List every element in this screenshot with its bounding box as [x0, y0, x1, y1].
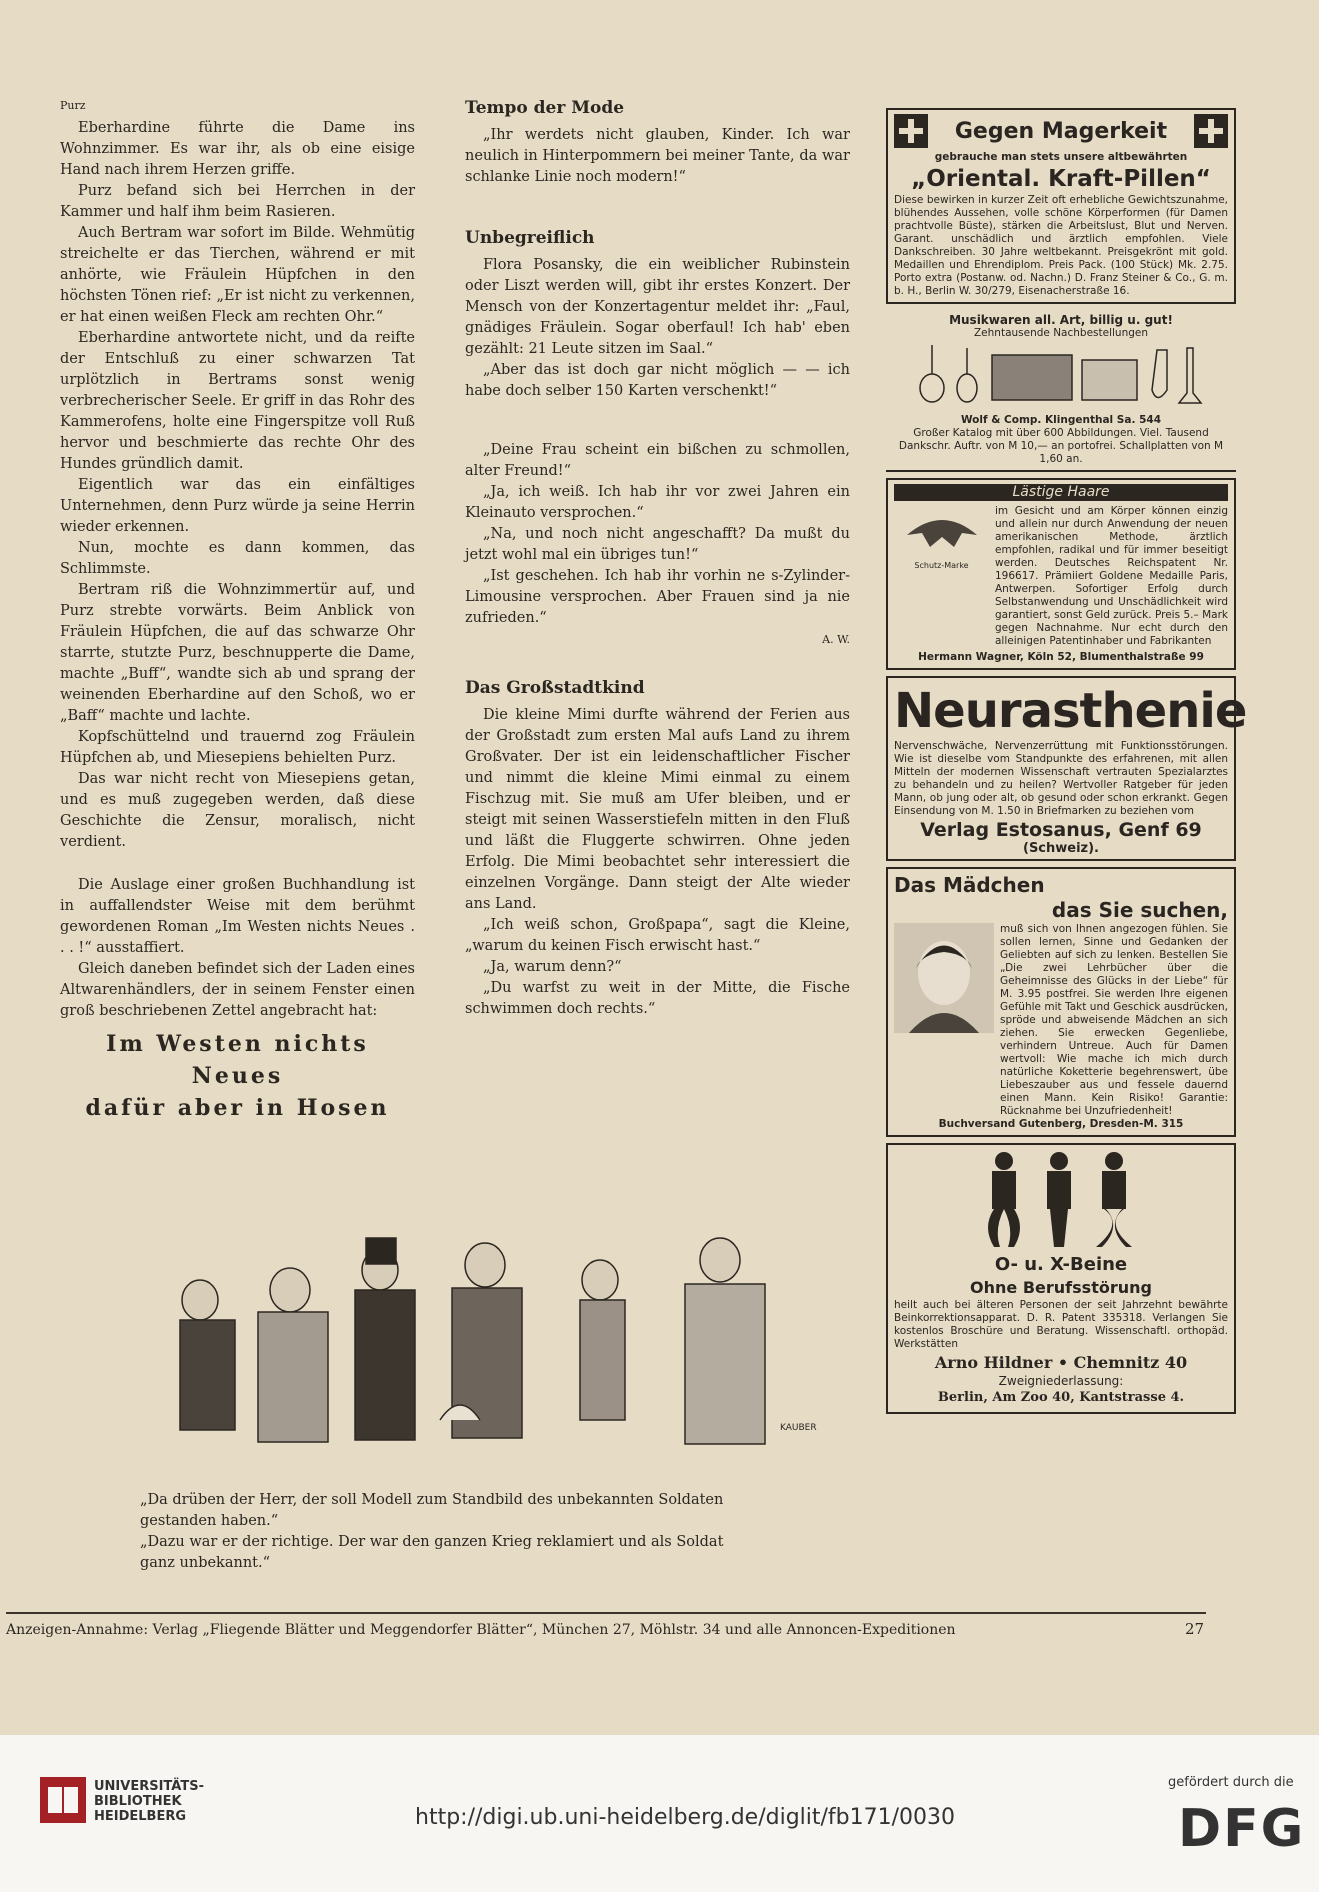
instruments-icon [892, 340, 1222, 410]
paragraph: „Ja, warum denn?“ [483, 959, 622, 975]
funding-label: gefördert durch die [1168, 1775, 1294, 1790]
ad-text: Diese bewirken in kurzer Zeit oft erhebliche Gewichtszunahme, blühendes Aussehen, volle schöne Körperformen (für Damen prachtvolle Büste), stärken die Arbeitslust, Blut und Nerven. Garant. unschädlich und ärztlich empfohlen. Viele Dankschreiben. 30 Jahre weltbekannt. Preisgekrönt mit gold. Medaillen und Ehrendiplom. Preis Pack. (100 Stück) Mk. 2.75. Porto extra (Postanw. od. Nachn.) D. Franz Steiner & Co., G. m. b. H., Berlin W. 30/279, Eisenacherstraße 16. [894, 194, 1228, 297]
ad-title: Lästige Haare [894, 484, 1228, 501]
ad-oriental-pills [886, 108, 1236, 304]
ad-text: heilt auch bei älteren Personen der seit Jahrzehnt bewährte Beinkorrektionsapparat. D. R. Patent 335318. Verlangen Sie kostenlos Broschüre und Beratung. Wissenschaftl. orthopäd. Werkstätten [894, 1299, 1228, 1350]
paragraph: Purz befand sich bei Herrchen in der Kammer und half ihm beim Rasieren. [60, 183, 415, 220]
ad-product: „Oriental. Kraft-Pillen“ [911, 166, 1211, 192]
ad-firm: Wolf & Comp. Klingenthal Sa. 544 [960, 414, 1162, 426]
ad-text: Nervenschwäche, Nervenzerrüttung mit Funktionsstörungen. Wie ist dieselbe vom Standpunkte des erfahrenen, mit allen Mitteln der modernen Wissenschaft vertrauten Spezialarztes zu behandeln und zu heilen? Wertvoller Ratgeber für jeden Mann, ob jung oder alt, ob gesund oder schon erkrankt. Gegen Einsendung von M. 1.50 in Briefmarken zu beziehen vom [894, 740, 1228, 817]
red-cross-icon [1194, 114, 1228, 148]
digitization-banner [0, 1735, 1319, 1892]
paragraph: Eberhardine führte die Dame ins Wohnzimmer. Es war ihr, als ob eine eisige Hand nach ihrem Herzen griffe. [60, 120, 415, 178]
source-url-link[interactable]: http://digi.ub.uni-heidelberg.de/diglit/fb171/0030 [415, 1805, 956, 1830]
paragraph: Die Auslage einer großen Buchhandlung ist in auffallendster Weise mit dem berühmt gewordenen Roman „Im Westen nichts Neues . . . !“ ausstaffiert. [60, 877, 415, 956]
ad-hair-removal [886, 478, 1236, 670]
cartoon-illustration [140, 1180, 840, 1480]
ad-firm: Arno Hildner • Chemnitz 40 [934, 1353, 1188, 1372]
left-column [60, 95, 415, 1124]
paragraph: Kopfschüttelnd und trauernd zog Fräulein Hüpfchen ab, und Miesepiens behielten Purz. [60, 729, 415, 766]
uni-name-line: UNIVERSITÄTS- [94, 1779, 204, 1794]
ad-firm: Verlag Estosanus, Genf 69 [920, 819, 1202, 841]
woman-portrait-icon [894, 923, 994, 1033]
ads-column [886, 108, 1247, 1420]
paragraph: Flora Posansky, die ein weiblicher Rubinstein oder Liszt werden will, gibt ihr erstes Konzert. Der Mensch von der Konzertagentur meldet ihr: „Faul, gnädiges Fräulein. Sogar oberfaul! Ich hab' eben gezählt: 21 Leute sitzen im Saal.“ [465, 257, 850, 357]
uni-name-line: BIBLIOTHEK [94, 1794, 182, 1809]
ad-subtitle: Ohne Berufsstörung [970, 1278, 1152, 1297]
poster-line-1: Im Westen nichts Neues [106, 1031, 369, 1089]
poster-line-2: dafür aber in Hosen [85, 1095, 390, 1121]
ad-firm: Buchversand Gutenberg, Dresden-M. 315 [938, 1118, 1184, 1130]
paragraph: Nun, mochte es dann kommen, das Schlimmste. [60, 540, 415, 577]
paragraph: Das war nicht recht von Miesepiens getan, und es muß zugegeben werden, daß diese Geschichte die Zensur, moralisch, nicht verdient. [60, 771, 415, 850]
ad-title: Musikwaren all. Art, billig u. gut! [949, 313, 1173, 327]
dfg-logo: DFG [1178, 1799, 1306, 1859]
paragraph: „Ihr werdets nicht glauben, Kinder. Ich war neulich in Hinterpommern bei meiner Tante, da war schlanke Linie noch modern!“ [465, 127, 850, 185]
section-title: Tempo der Mode [465, 98, 625, 118]
ad-firm-country: (Schweiz). [1023, 841, 1099, 856]
footer: Anzeigen-Annahme: Verlag „Fliegende Blätter und Meggendorfer Blätter“, München 27, Möhlstr. 34 und alle Annoncen-Expeditionen [6, 1612, 1206, 1638]
ad-text: Großer Katalog mit über 600 Abbildungen. Viel. Tausend Dankschr. Auftr. von M 10,— an portofrei. Schallplatten von M 1,60 an. [898, 427, 1224, 465]
ad-love-books [886, 867, 1236, 1137]
figures-icon [894, 1149, 1224, 1249]
cartoon-caption [140, 1490, 760, 1574]
trademark [894, 505, 989, 648]
ad-text: im Gesicht und am Körper können einzig und allein nur durch Anwendung der neuen amerikanischen Methode, ärztlich empfohlen, radikal und für immer beseitigt werden. Deutsches Reichspatent Nr. 196617. Prämiiert Goldene Medaille Paris, Antwerpen. Sofortiger Erfolg durch Selbstanwendung und Unschädlichkeit wird garantiert, sonst Geld zurück. Preis 5.– Mark gegen Nachnahme. Nur echt durch den alleinigen Patentinhaber und Fabrikanten [995, 505, 1228, 647]
paragraph: Gleich daneben befindet sich der Laden eines Altwarenhändlers, der in seinem Fenster einen groß beschriebenen Zettel angebracht hat: [60, 961, 415, 1019]
middle-column [465, 98, 850, 1020]
section-title: Das Großstadtkind [465, 678, 645, 698]
uni-name [94, 1779, 204, 1824]
section-title: Unbegreiflich [465, 228, 595, 248]
paragraph: „Ist geschehen. Ich hab ihr vorhin ne s-Zylinder-Limousine versprochen. Aber Frauen sind ja nie zufrieden.“ [465, 568, 850, 626]
ad-title: Das Mädchen [894, 873, 1045, 897]
paragraph: Bertram riß die Wohnzimmertür auf, und Purz strebte vorwärts. Beim Anblick von Fräulein Hüpfchen, die auf das schwarze Ohr starrte, stutzte Purz, beschnupperte die Dame, machte „Buff“, wandte sich ab und sprang der weinenden Eberhardine auf den Schoß, wo er „Baff“ machte und lachte. [60, 582, 415, 724]
ad-music [886, 310, 1236, 472]
caption-line: „Da drüben der Herr, der soll Modell zum Standbild des unbekannten Soldaten gestanden haben.“ [140, 1492, 724, 1529]
caption-line: „Dazu war er der richtige. Der war den ganzen Krieg reklamiert und als Soldat ganz unbekannt.“ [140, 1534, 724, 1571]
ad-title: O- u. X-Beine [994, 1254, 1128, 1275]
ad-subtitle: Zehntausende Nachbestellungen [973, 327, 1149, 339]
ad-subtitle: gebrauche man stets unsere altbewährten [934, 151, 1188, 163]
ad-firm: Hermann Wagner, Köln 52, Blumenthalstraße 99 [918, 651, 1204, 663]
page-number: 27 [1185, 1620, 1205, 1638]
running-head: Purz [60, 99, 86, 112]
ad-subtitle: das Sie suchen, [1051, 898, 1228, 922]
paragraph: Auch Bertram war sofort im Bilde. Wehmütig streichelte er das Tierchen, während er mit anhörte, wie Fräulein Hüpfchen in den höchsten Tönen rief: „Er ist nicht zu verkennen, er hat einen weißen Fleck am rechten Ohr.“ [60, 225, 415, 325]
trademark-label: Schutz-Marke [914, 561, 969, 570]
paragraph: „Na, und noch nicht angeschafft? Da mußt du jetzt wohl mal ein übriges tun!“ [465, 526, 850, 563]
red-cross-icon [894, 114, 928, 148]
paragraph: „Aber das ist doch gar nicht möglich — — ich habe doch selber 150 Karten verschenkt!“ [465, 362, 850, 399]
author-signature: A. W. [822, 633, 850, 646]
paragraph: „Deine Frau scheint ein bißchen zu schmollen, alter Freund!“ [465, 442, 850, 479]
ad-leg-correction [886, 1143, 1236, 1414]
artist-signature: KAUBER [780, 1423, 817, 1433]
eagle-icon [902, 505, 982, 555]
ad-branch-label: Zweigniederlassung: [998, 1374, 1124, 1388]
paragraph: „Ja, ich weiß. Ich hab ihr vor zwei Jahren ein Kleinauto versprochen.“ [465, 484, 850, 521]
ad-title: Neurasthenie [894, 683, 1247, 739]
paragraph: Die kleine Mimi durfte während der Ferien aus der Großstadt zum ersten Mal aufs Land zu ihrem Großvater. Der ist ein leidenschaftlicher Fischer und nimmt die kleine Mimi einmal zu einem Fischzug mit. Sie muß am Ufer bleiben, und er steigt mit seinen Wasserstiefeln mitten in den Fluß und läßt die Fluggerte schwirren. Ohne jeden Erfolg. Die Mimi beobachtet sehr interessiert die einzelnen Vorgänge. Dann steigt der Alte wieder ans Land. [465, 707, 850, 912]
ad-title: Gegen Magerkeit [954, 118, 1168, 144]
paragraph: „Du warfst zu weit in der Mitte, die Fische schwimmen doch rechts.“ [465, 980, 850, 1017]
uni-name-line: HEIDELBERG [94, 1809, 187, 1824]
paragraph: Eigentlich war das ein einfältiges Unternehmen, denn Purz würde ja seine Herrin wieder erkennen. [60, 477, 415, 535]
ad-text: muß sich von Ihnen angezogen fühlen. Sie sollen lernen, Sinne und Gedanken der Geliebten auf sich zu lenken. Bestellen Sie „Die zwei Lehrbücher über die Geheimnisse des Glücks in der Liebe“ für M. 3.95 postfrei. Sie werden Ihre eigenen Gefühle mit Takt und Geschick ausdrücken, spröde und abweisende Mädchen an sich ziehen. Sie erwecken Gegenliebe, verhindern Untreue. Auch für Damen wertvoll: Wie mache ich mich durch natürliche Koketterie begehrenswert, übe Liebeszauber aus und fessele dauernd einen Mann. Kein Risiko! Garantie: Rücknahme bei Unzufriedenheit! [1000, 923, 1228, 1117]
university-logo-icon [40, 1777, 86, 1823]
ad-neurasthenie [886, 676, 1247, 861]
paragraph: Eberhardine antwortete nicht, und da reifte der Entschluß zu einer schwarzen Tat urplötzlich in Bertrams sonst wenig verbrecherischer Seele. Er griff in das Rohr des Kammerofens, holte eine Fingerspitze voll Ruß hervor und beschmierte das rechte Ohr des Hundes gründlich damit. [60, 330, 415, 472]
paragraph: „Ich weiß schon, Großpapa“, sagt die Kleine, „warum du keinen Fisch erwischt hast.“ [465, 917, 850, 954]
ad-address: Berlin, Am Zoo 40, Kantstrasse 4. [937, 1390, 1185, 1405]
